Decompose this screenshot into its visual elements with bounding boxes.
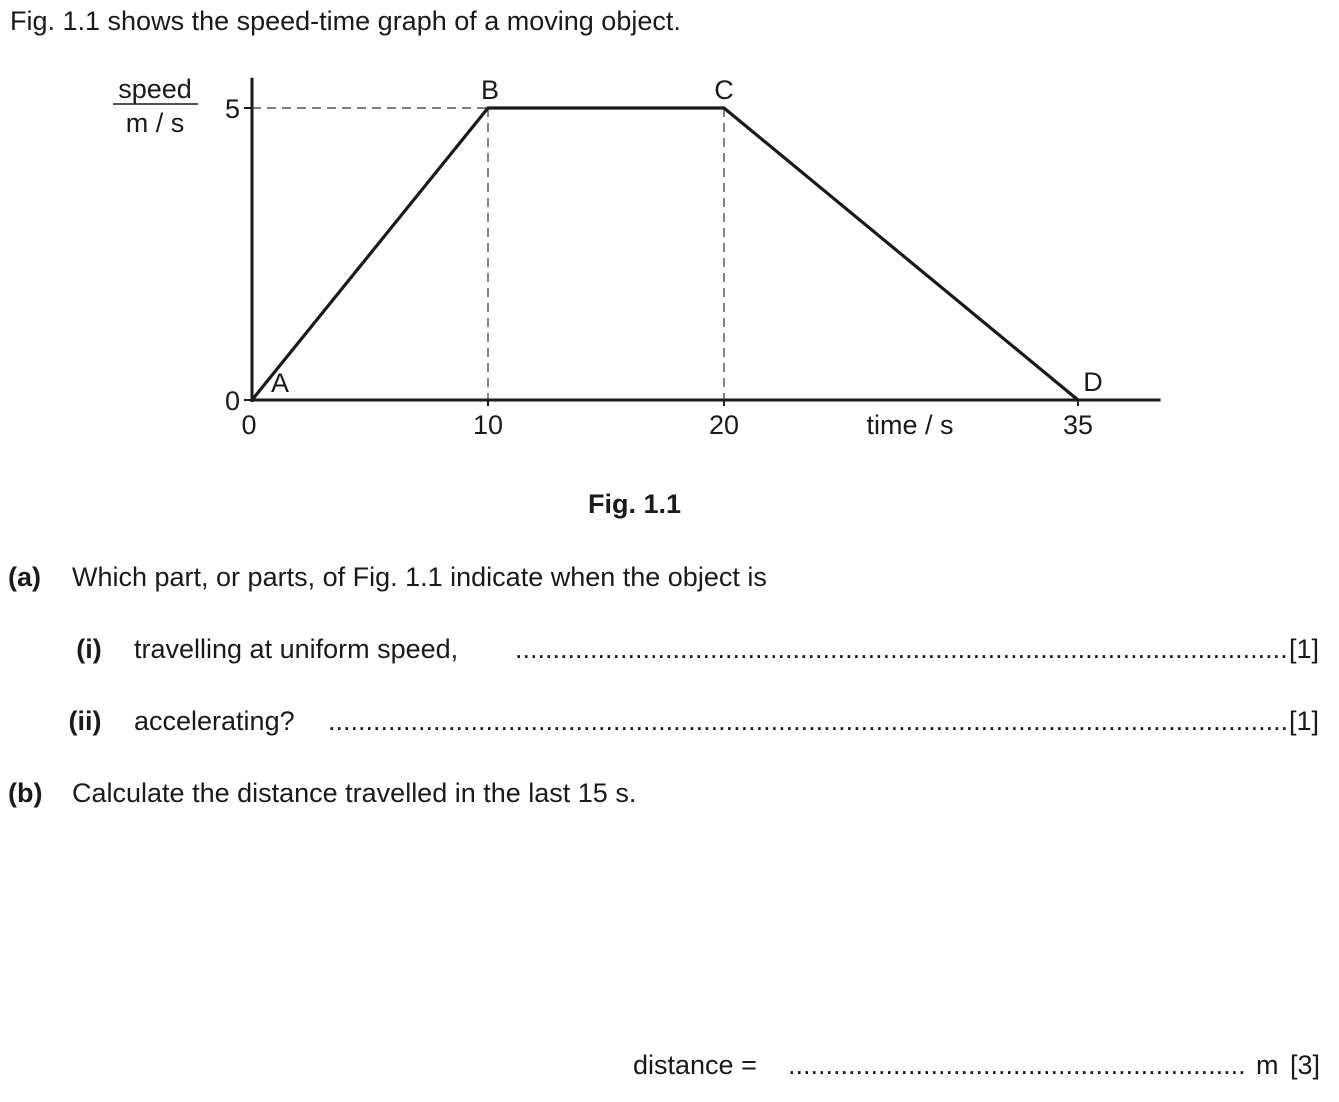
point-label-A: A	[270, 368, 290, 398]
point-label-D: D	[1083, 367, 1103, 397]
part-a-i-text: travelling at uniform speed,	[134, 634, 459, 664]
intro-text: Fig. 1.1 shows the speed-time graph of a moving object.	[10, 6, 681, 36]
y-axis-label-denominator: m / s	[125, 108, 185, 138]
part-a-label: (a)	[8, 562, 41, 592]
part-a-ii-label: (ii)	[68, 706, 102, 736]
part-a-i-label: (i)	[76, 634, 102, 664]
x-axis-label: time / s	[866, 410, 954, 440]
tick-labels	[225, 94, 1093, 440]
part-b-question: Calculate the distance travelled in the last 15 s.	[72, 778, 637, 808]
y-tick-label-0: 0	[224, 386, 240, 416]
figure-caption: Fig. 1.1	[587, 489, 682, 519]
point-labels	[271, 75, 1103, 398]
answer-line-a-i[interactable]	[515, 633, 1287, 665]
distance-answer-prefix: distance =	[633, 1050, 757, 1080]
speed-line	[252, 108, 1078, 400]
x-tick-label-0: 0	[241, 410, 257, 440]
x-tick-label-35: 35	[1062, 410, 1094, 440]
x-tick-label-10: 10	[472, 410, 504, 440]
y-tick-label-5: 5	[224, 94, 240, 124]
axes	[252, 78, 1161, 402]
speed-time-graph	[0, 0, 1339, 470]
answer-line-a-ii[interactable]	[328, 705, 1287, 737]
point-label-C: C	[714, 75, 734, 105]
answer-line-b[interactable]	[788, 1049, 1247, 1081]
part-a-i-marks: [1]	[1289, 634, 1320, 664]
part-a-ii-text: accelerating?	[134, 706, 295, 736]
dashed-guides	[252, 108, 724, 400]
part-a-question: Which part, or parts, of Fig. 1.1 indicate when the object is	[72, 562, 767, 592]
data-series	[252, 108, 1078, 400]
part-b-marks: [3]	[1290, 1050, 1321, 1080]
part-b-label: (b)	[8, 778, 43, 808]
part-a-ii-marks: [1]	[1289, 706, 1320, 736]
y-axis-label-numerator: speed	[118, 74, 192, 104]
x-tick-label-20: 20	[708, 410, 740, 440]
distance-answer-unit: m	[1256, 1050, 1279, 1080]
point-label-B: B	[480, 75, 500, 105]
